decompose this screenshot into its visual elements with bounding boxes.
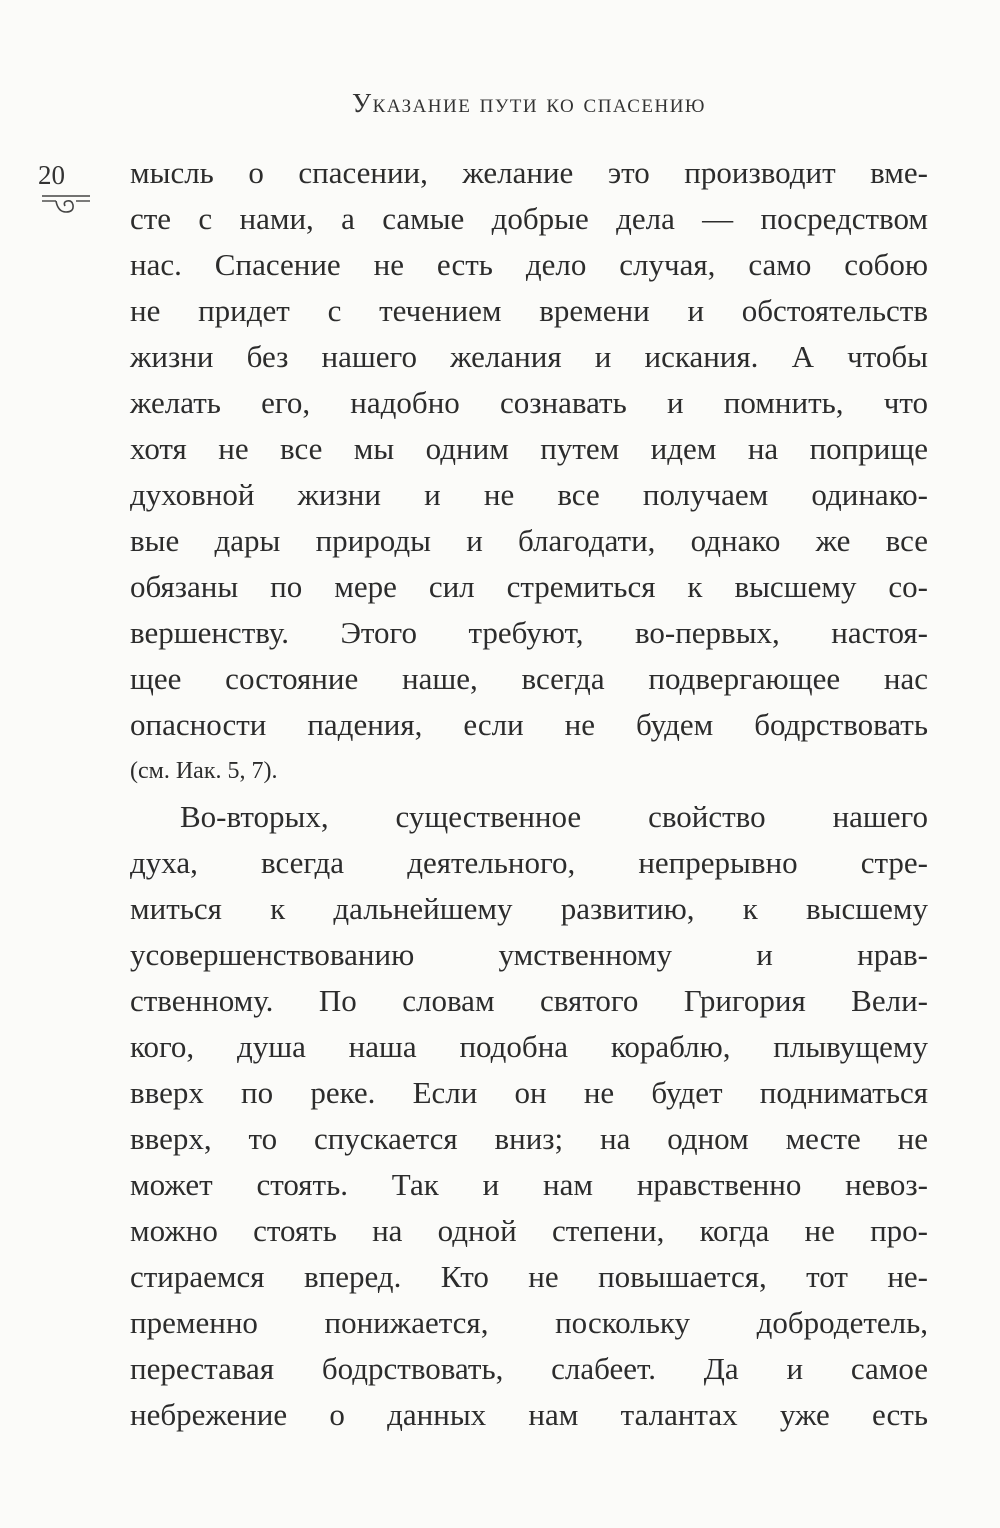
paragraph xyxy=(130,794,928,1438)
text-line: переставая бодрствовать, слабеет. Да и самое xyxy=(130,1351,928,1386)
text-line: мысль о спасении, желание это производит вме- xyxy=(130,155,928,190)
text-line: вые дары природы и благодати, однако же все xyxy=(130,523,928,558)
text-line: вверх по реке. Если он не будет подниматься xyxy=(130,1075,928,1110)
paragraph xyxy=(130,150,928,794)
text-line: духовной жизни и не все получаем одинако- xyxy=(130,477,928,512)
text-line: ственному. По словам святого Григория Вели- xyxy=(130,983,928,1018)
text-line: сте с нами, а самые добрые дела — посредством xyxy=(130,201,928,236)
text-line: усовершенствованию умственному и нрав- xyxy=(130,937,928,972)
text-line: пременно понижается, поскольку добродетель, xyxy=(130,1305,928,1340)
text-line: хотя не все мы одним путем идем на поприще xyxy=(130,431,928,466)
text-line: вверх, то спускается вниз; на одном месте не xyxy=(130,1121,928,1156)
text-line: стираемся вперед. Кто не повышается, тот не- xyxy=(130,1259,928,1294)
text-line: нас. Спасение не есть дело случая, само собою xyxy=(130,247,928,282)
text-line: может стоять. Так и нам нравственно невоз- xyxy=(130,1167,928,1202)
text-line: вершенству. Этого требуют, во-первых, настоя- xyxy=(130,615,928,650)
text-line: кого, душа наша подобна кораблю, плывущему xyxy=(130,1029,928,1064)
text-line: не придет с течением времени и обстоятельств xyxy=(130,293,928,328)
ornament-icon xyxy=(40,192,92,218)
text-line: жизни без нашего желания и искания. А чтобы xyxy=(130,339,928,374)
text-line: Во-вторых, существенное свойство нашего xyxy=(180,799,928,834)
text-line: обязаны по мере сил стремиться к высшему со- xyxy=(130,569,928,604)
text-line: миться к дальнейшему развитию, к высшему xyxy=(130,891,928,926)
scripture-reference: (см. Иак. 5, 7). xyxy=(130,758,278,784)
page-number: 20 xyxy=(38,160,65,190)
running-head: Указание пути ко спасению xyxy=(352,88,706,118)
text-line: можно стоять на одной степени, когда не про- xyxy=(130,1213,928,1248)
text-line: духа, всегда деятельного, непрерывно стре- xyxy=(130,845,928,880)
text-line: щее состояние наше, всегда подвергающее нас xyxy=(130,661,928,696)
text-line: опасности падения, если не будем бодрствовать xyxy=(130,707,928,742)
text-line: небрежение о данных нам талантах уже есть xyxy=(130,1397,928,1432)
text-line: желать его, надобно сознавать и помнить, что xyxy=(130,385,928,420)
body-text xyxy=(130,150,928,1438)
